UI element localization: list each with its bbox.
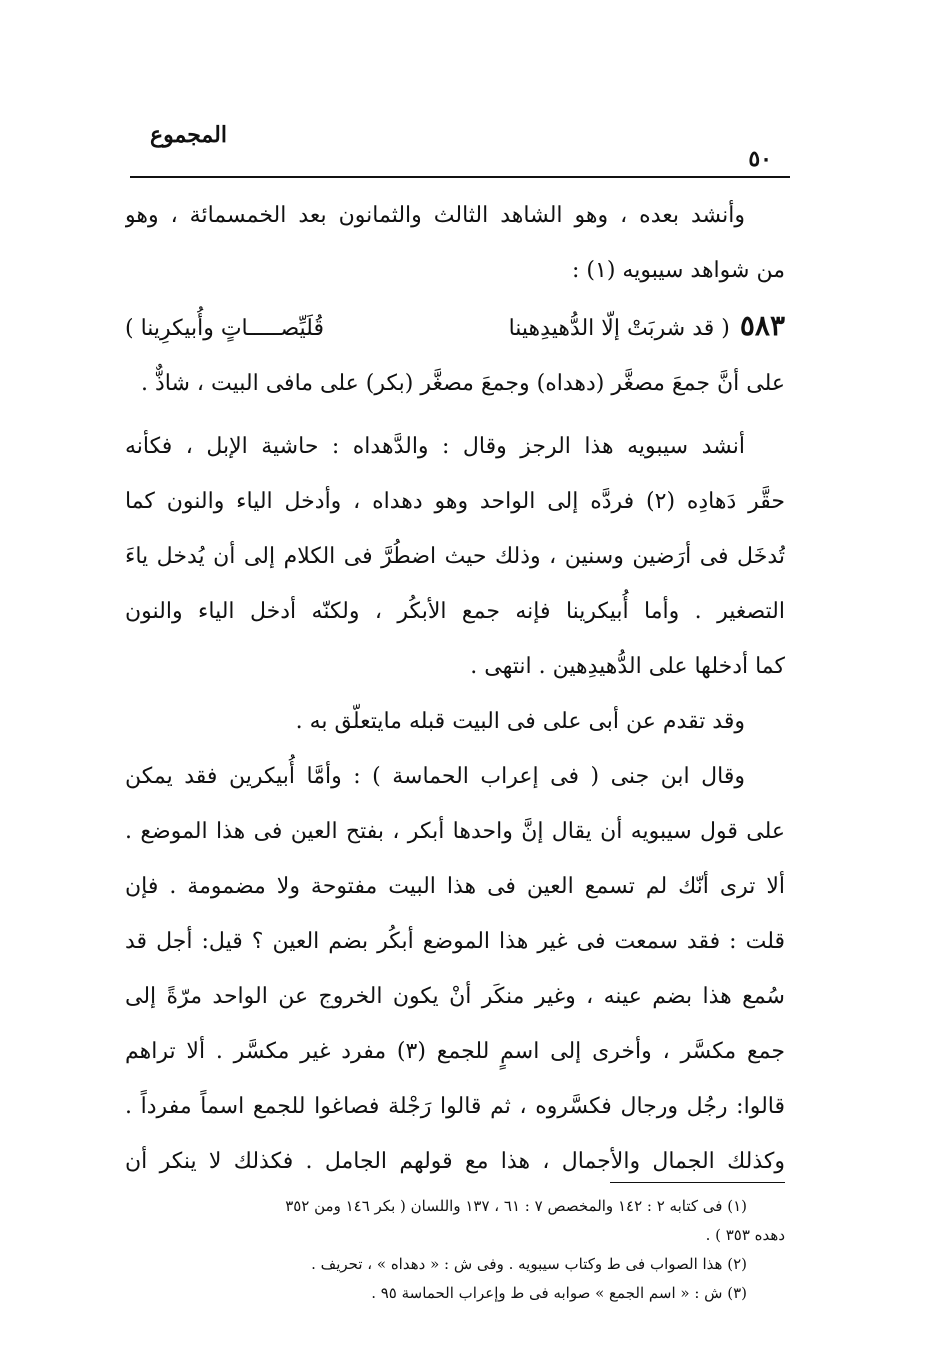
text-line: من شواهد سيبويه (١) : [572,258,785,283]
verse-number: ٥٨٣ [739,309,785,342]
text-line: وقد تقدم عن أبى على فى البيت قبله مايتعلّق به . [295,709,745,734]
footnote-3: (٣) ش : « اسم الجمع » صوابه فى ط وإعراب الحماسة ٩٥ . [371,1284,747,1302]
text-line: حقَّر دَهادِه (٢) فردَّه إلى الواحد وهو دهداه ، وأدخل الياء والنون كما [125,489,785,514]
footnote-1: (١) فى كتابه ٢ : ١٤٢ والمخصص ٧ : ٦١ ، ١٣٧ واللسان ( بكر ١٤٦ ومن ٣٥٢ [285,1197,747,1215]
text-line: سُمع هذا بضم عينه ، وغير منكَر أنْ يكون الخروج عن الواحد مرّةً إلى [125,984,785,1009]
page-header [130,118,790,178]
text-line: قالوا: رجُل ورجال فكسَّروه ، ثم قالوا رَجْلة فصاغوا للجمع اسماً مفرداً . [125,1094,785,1119]
running-title: المجموع [150,122,227,148]
verse-second-hemistich: قُلَيِّصـــــاتٍ وأُبيكرِينا ) [125,316,324,341]
text-line: أنشد سيبويه هذا الرجز وقال : والدَّهداه : حاشية الإبل ، فكأنه [125,434,745,459]
text-line: وقال ابن جنى ( فى إعراب الحماسة ) : وأمَّا أُبيكرين فقد يمكن [125,764,745,789]
footnotes [125,1192,785,1308]
text-line: وكذلك الجمال والأجمال ، هذا مع قولهم الجامل . فكذلك لا ينكر أن [125,1149,785,1174]
verse-first-hemistich: ( قد شربَتْ إلّا الدُّهيدِهينا [508,316,730,341]
text-line: على قول سيبويه أن يقال إنَّ واحدها أبكر ، بفتح العين فى هذا الموضع . [125,819,785,844]
footnote-2: (٢) هذا الصواب فى ط وكتاب سيبويه . وفى ش : « دهداه » ، تحريف . [311,1255,747,1273]
text-line: التصغير . وأما أُبيكرينا فإنه جمع الأبكُر ، ولكنّه أدخل الياء والنون [125,599,785,624]
text-line: قلت : فقد سمعت فى غير هذا الموضع أبكُر بضم العين ؟ قيل: أجل قد [125,929,785,954]
verse-line [125,298,785,356]
text-line: وأنشد بعده ، وهو الشاهد الثالث والثمانون بعد الخمسمائة ، وهو [125,203,745,228]
text-line: جمع مكسَّر ، وأخرى إلى اسمٍ للجمع (٣) مفرد غير مكسَّر . ألا تراهم [125,1039,785,1064]
main-text [125,188,785,1189]
text-line: ألا ترى أنّك لم تسمع العين فى هذا البيت مفتوحة ولا مضمومة . فإن [125,874,785,899]
text-line: على أنَّ جمعَ مصغَّر (دهداه) وجمعَ مصغَّر (بكر) على مافى البيت ، شاذٌّ . [141,371,785,396]
page-number: ٥٠ [748,146,772,172]
text-line: كما أدخلها على الدُّهيدِهين . انتهى . [470,654,785,679]
text-line: تُدخَل فى أرَضين وسنين ، وذلك حيث اضطُرَّ فى الكلام إلى أن يُدخل ياءَ [125,544,785,569]
footnote-1-continued: دهده ٣٥٣ ) . [705,1226,785,1244]
footnote-divider [610,1182,785,1183]
